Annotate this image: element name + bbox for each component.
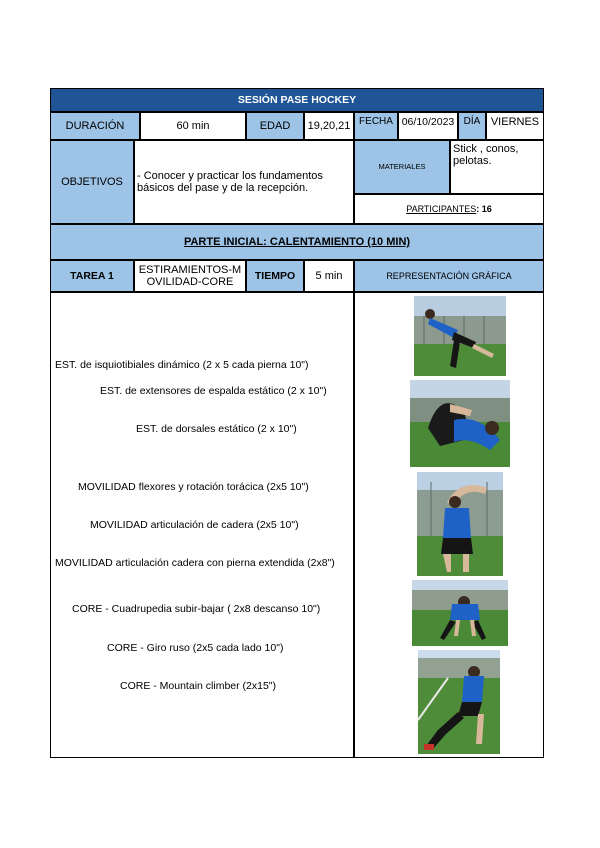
exercise-item: MOVILIDAD articulación cadera con pierna extendida (2x8") xyxy=(55,557,335,569)
objetivos-line-1: - Conocer y practicar los fundamentos xyxy=(137,170,323,182)
exercise-item: MOVILIDAD articulación de cadera (2x5 10") xyxy=(90,519,299,531)
tiempo-label: TIEMPO xyxy=(246,260,304,292)
exercise-item: EST. de dorsales estático (2 x 10") xyxy=(136,423,297,435)
participantes xyxy=(354,194,544,224)
exercise-item: MOVILIDAD flexores y rotación torácica (2x5 10") xyxy=(78,481,309,493)
hamstring-stretch-photo xyxy=(414,296,506,376)
dia-label: DÍA xyxy=(458,112,486,140)
participantes-value: : 16 xyxy=(476,204,492,214)
tarea-name-line-1: ESTIRAMIENTOS-M xyxy=(138,264,242,276)
fecha-label: FECHA xyxy=(354,112,398,140)
edad-label: EDAD xyxy=(246,112,304,140)
fecha-value: 06/10/2023 xyxy=(398,112,458,140)
duracion-value: 60 min xyxy=(140,112,246,140)
back-stretch-photo xyxy=(410,380,510,467)
edad-value: 19,20,21 xyxy=(304,112,354,140)
exercise-item: CORE - Giro ruso (2x5 cada lado 10") xyxy=(107,642,284,654)
materiales-label: MATERIALES xyxy=(354,140,450,194)
dia-value: VIERNES xyxy=(486,112,544,140)
objetivos-label: OBJETIVOS xyxy=(50,140,134,224)
section-title: PARTE INICIAL: CALENTAMIENTO (10 MIN) xyxy=(50,224,544,260)
session-title: SESIÓN PASE HOCKEY xyxy=(50,88,544,112)
participantes-label: PARTICIPANTES xyxy=(406,204,477,214)
exercise-item: CORE - Cuadrupedia subir-bajar ( 2x8 descanso 10") xyxy=(72,603,321,615)
tarea-label: TAREA 1 xyxy=(50,260,134,292)
representacion-label: REPRESENTACIÓN GRÁFICA xyxy=(354,260,544,292)
thoracic-rotation-photo xyxy=(417,472,503,576)
materiales-line-1: Stick , conos, xyxy=(453,143,519,155)
tarea-name-line-2: OVILIDAD-CORE xyxy=(146,276,234,288)
tiempo-value: 5 min xyxy=(304,260,354,292)
exercise-item: EST. de isquiotibiales dinámico (2 x 5 cada pierna 10") xyxy=(55,359,309,371)
objetivos-line-2: básicos del pase y de la recepción. xyxy=(137,182,309,194)
mountain-climber-photo xyxy=(418,650,500,754)
quadruped-photo xyxy=(412,580,508,646)
tarea-name xyxy=(134,260,246,292)
exercise-item: EST. de extensores de espalda estático (2 x 10") xyxy=(100,385,327,397)
objetivos-content xyxy=(134,140,354,224)
duracion-label: DURACIÓN xyxy=(50,112,140,140)
materiales-line-2: pelotas. xyxy=(453,155,492,167)
materiales-content xyxy=(450,140,544,194)
exercise-item: CORE - Mountain climber (2x15") xyxy=(120,680,277,692)
